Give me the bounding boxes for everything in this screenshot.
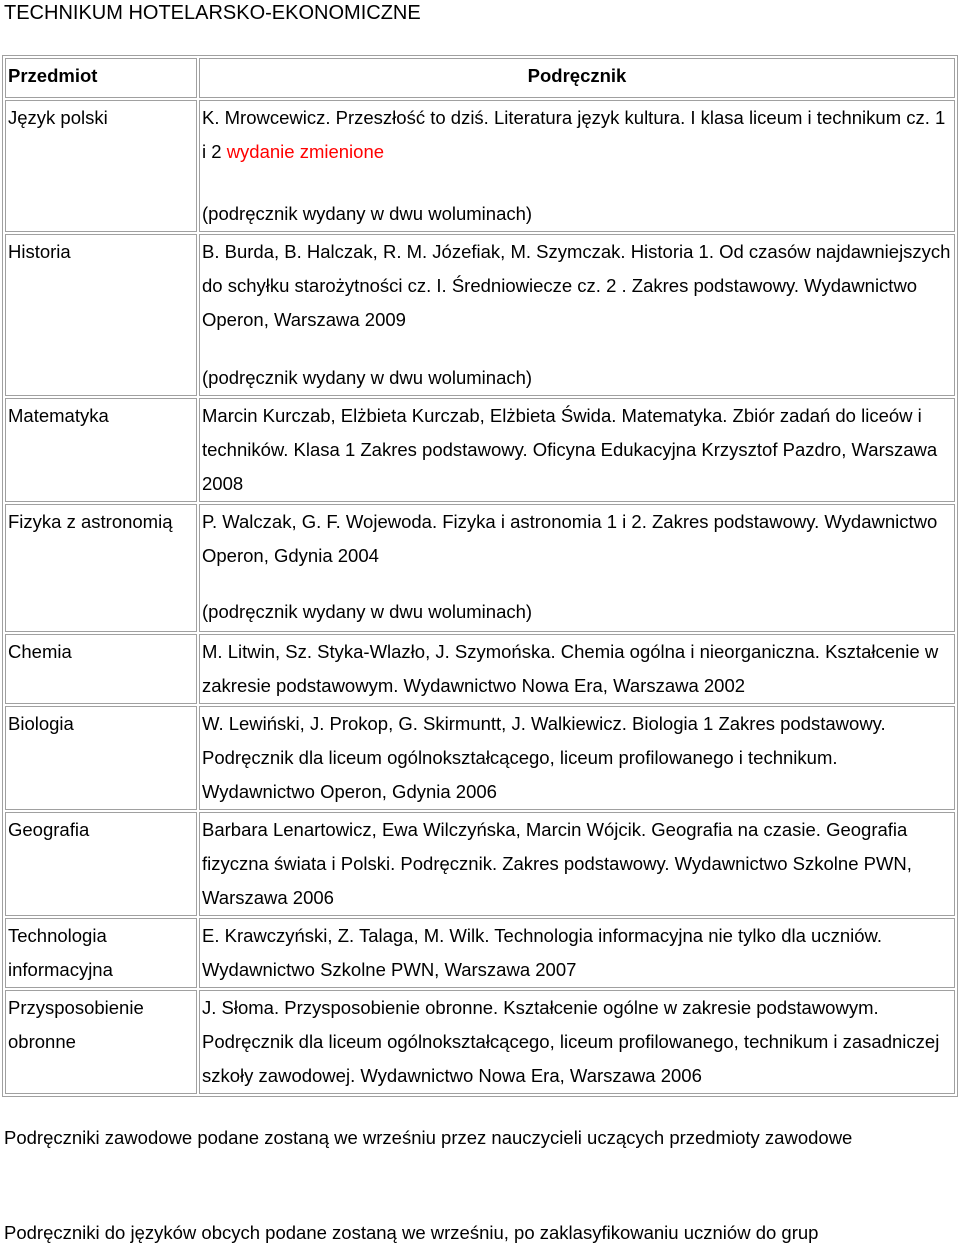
- table-header-row: [5, 58, 955, 98]
- textbook-table: [2, 55, 958, 1097]
- table-row: [5, 812, 955, 916]
- page-title: TECHNIKUM HOTELARSKO-EKONOMICZNE: [4, 2, 421, 24]
- book-cell: J. Słoma. Przysposobienie obronne. Kształcenie ogólne w zakresie podstawowym. Podręcznik dla liceum ogólnokształcącego, liceum profilowanego, technikum i zasadniczej szkoły zawodowej. Wydawnictwo Nowa Era, Warszawa 2006: [199, 990, 955, 1094]
- book-edition-note: wydanie zmienione: [226, 141, 385, 162]
- book-cell: E. Krawczyński, Z. Talaga, M. Wilk. Technologia informacyjna nie tylko dla uczniów. Wydawnictwo Szkolne PWN, Warszawa 2007: [199, 918, 955, 988]
- header-book: Podręcznik: [199, 58, 955, 98]
- subject-cell: Biologia: [5, 706, 197, 810]
- table-row: [5, 100, 955, 232]
- subject-cell: Język polski: [5, 100, 197, 232]
- book-cell: [199, 234, 955, 396]
- table-row: [5, 706, 955, 810]
- volume-note: (podręcznik wydany w dwu woluminach): [202, 601, 533, 622]
- volume-note: (podręcznik wydany w dwu woluminach): [202, 367, 533, 388]
- subject-cell: Matematyka: [5, 398, 197, 502]
- table-row: [5, 918, 955, 988]
- book-text: P. Walczak, G. F. Wojewoda. Fizyka i astronomia 1 i 2. Zakres podstawowy. Wydawnictwo Operon, Gdynia 2004: [202, 511, 938, 566]
- subject-cell: Geografia: [5, 812, 197, 916]
- table-row: [5, 504, 955, 632]
- language-books-note: Podręczniki do języków obcych podane zostaną we wrześniu, po zaklasyfikowaniu uczniów do grup: [4, 1222, 819, 1243]
- book-cell: [199, 100, 955, 232]
- table-row: [5, 234, 955, 396]
- book-text: K. Mrowcewicz. Przeszłość to dziś. Literatura język kultura. I klasa liceum i technikum cz. 1 i 2: [202, 107, 946, 162]
- subject-cell: Technologia informacyjna: [5, 918, 197, 988]
- subject-cell: Chemia: [5, 634, 197, 704]
- table-row: [5, 990, 955, 1094]
- volume-note: (podręcznik wydany w dwu woluminach): [202, 203, 533, 224]
- table-row: [5, 398, 955, 502]
- subject-cell: Historia: [5, 234, 197, 396]
- subject-cell: Przysposobienie obronne: [5, 990, 197, 1094]
- book-text: B. Burda, B. Halczak, R. M. Józefiak, M. Szymczak. Historia 1. Od czasów najdawniejszych do schyłku starożytności cz. I. Średniowiecze cz. 2 . Zakres podstawowy. Wydawnictwo Operon, Warszawa 2009: [202, 241, 951, 330]
- vocational-books-note: Podręczniki zawodowe podane zostaną we wrześniu przez nauczycieli uczących przedmioty zawodowe: [4, 1127, 853, 1148]
- book-cell: W. Lewiński, J. Prokop, G. Skirmuntt, J. Walkiewicz. Biologia 1 Zakres podstawowy. Podręcznik dla liceum ogólnokształcącego, liceum profilowanego i technikum. Wydawnictwo Operon, Gdynia 2006: [199, 706, 955, 810]
- book-cell: M. Litwin, Sz. Styka-Wlazło, J. Szymońska. Chemia ogólna i nieorganiczna. Kształcenie w zakresie podstawowym. Wydawnictwo Nowa Era, Warszawa 2002: [199, 634, 955, 704]
- table-row: [5, 634, 955, 704]
- book-cell: Marcin Kurczab, Elżbieta Kurczab, Elżbieta Świda. Matematyka. Zbiór zadań do liceów i techników. Klasa 1 Zakres podstawowy. Oficyna Edukacyjna Krzysztof Pazdro, Warszawa 2008: [199, 398, 955, 502]
- subject-cell: Fizyka z astronomią: [5, 504, 197, 632]
- book-cell: [199, 504, 955, 632]
- book-cell: Barbara Lenartowicz, Ewa Wilczyńska, Marcin Wójcik. Geografia na czasie. Geografia fizyczna świata i Polski. Podręcznik. Zakres podstawowy. Wydawnictwo Szkolne PWN, Warszawa 2006: [199, 812, 955, 916]
- header-subject: Przedmiot: [5, 58, 197, 98]
